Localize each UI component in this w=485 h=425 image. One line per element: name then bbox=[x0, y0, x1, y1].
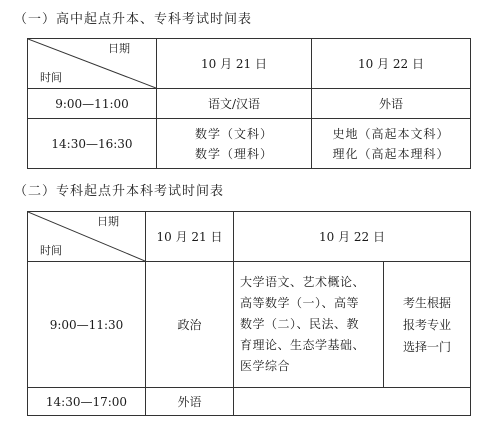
note-line: 选择一门 bbox=[403, 339, 452, 354]
date-header-label: 日期 bbox=[108, 42, 130, 55]
table-row bbox=[28, 388, 471, 416]
day1-header: 10 月 21 日 bbox=[157, 39, 312, 89]
subject-line: 医学综合 bbox=[240, 359, 291, 373]
subject-line: 理化（高起本理科） bbox=[332, 146, 450, 161]
subject-line: 数学（二）、民法、教 bbox=[240, 317, 360, 331]
subject-line: 大学语文、艺术概论、 bbox=[240, 275, 366, 289]
day1-header: 10 月 21 日 bbox=[146, 212, 234, 262]
table-row bbox=[28, 262, 471, 388]
time-header-label: 时间 bbox=[40, 71, 62, 84]
table-row bbox=[28, 119, 471, 169]
subject-cell: 外语 bbox=[146, 388, 234, 416]
schedule-table-1 bbox=[27, 38, 471, 169]
subject-line: 史地（高起本文科） bbox=[332, 126, 450, 141]
empty-cell bbox=[234, 388, 471, 416]
subject-list-cell bbox=[234, 262, 384, 388]
time-header-label: 时间 bbox=[40, 244, 62, 257]
subject-cell bbox=[157, 119, 312, 169]
schedule-table-2 bbox=[27, 211, 471, 416]
note-line: 考生根据 bbox=[403, 295, 452, 310]
subject-cell bbox=[312, 119, 471, 169]
table-row bbox=[28, 89, 471, 119]
subject-cell: 政治 bbox=[146, 262, 234, 388]
date-header-label: 日期 bbox=[97, 215, 119, 228]
note-cell bbox=[384, 262, 471, 388]
subject-line: 育理论、生态学基础、 bbox=[240, 338, 366, 352]
day2-header: 10 月 22 日 bbox=[234, 212, 471, 262]
table2-corner-header bbox=[28, 212, 146, 262]
time-cell: 9:00—11:00 bbox=[28, 89, 157, 119]
subject-line: 高等数学（一）、高等 bbox=[240, 296, 360, 310]
day2-header: 10 月 22 日 bbox=[312, 39, 471, 89]
subject-cell: 语文/汉语 bbox=[157, 89, 312, 119]
note-line: 报考专业 bbox=[403, 317, 452, 332]
section2-title: （二）专科起点升本科考试时间表 bbox=[14, 184, 225, 199]
subject-line: 数学（文科） bbox=[194, 126, 273, 141]
table1-corner-header bbox=[28, 39, 157, 89]
time-cell: 14:30—17:00 bbox=[28, 388, 146, 416]
time-cell: 9:00—11:30 bbox=[28, 262, 146, 388]
section1-title: （一）高中起点升本、专科考试时间表 bbox=[14, 12, 253, 27]
subject-cell: 外语 bbox=[312, 89, 471, 119]
subject-line: 数学（理科） bbox=[194, 146, 273, 161]
time-cell: 14:30—16:30 bbox=[28, 119, 157, 169]
